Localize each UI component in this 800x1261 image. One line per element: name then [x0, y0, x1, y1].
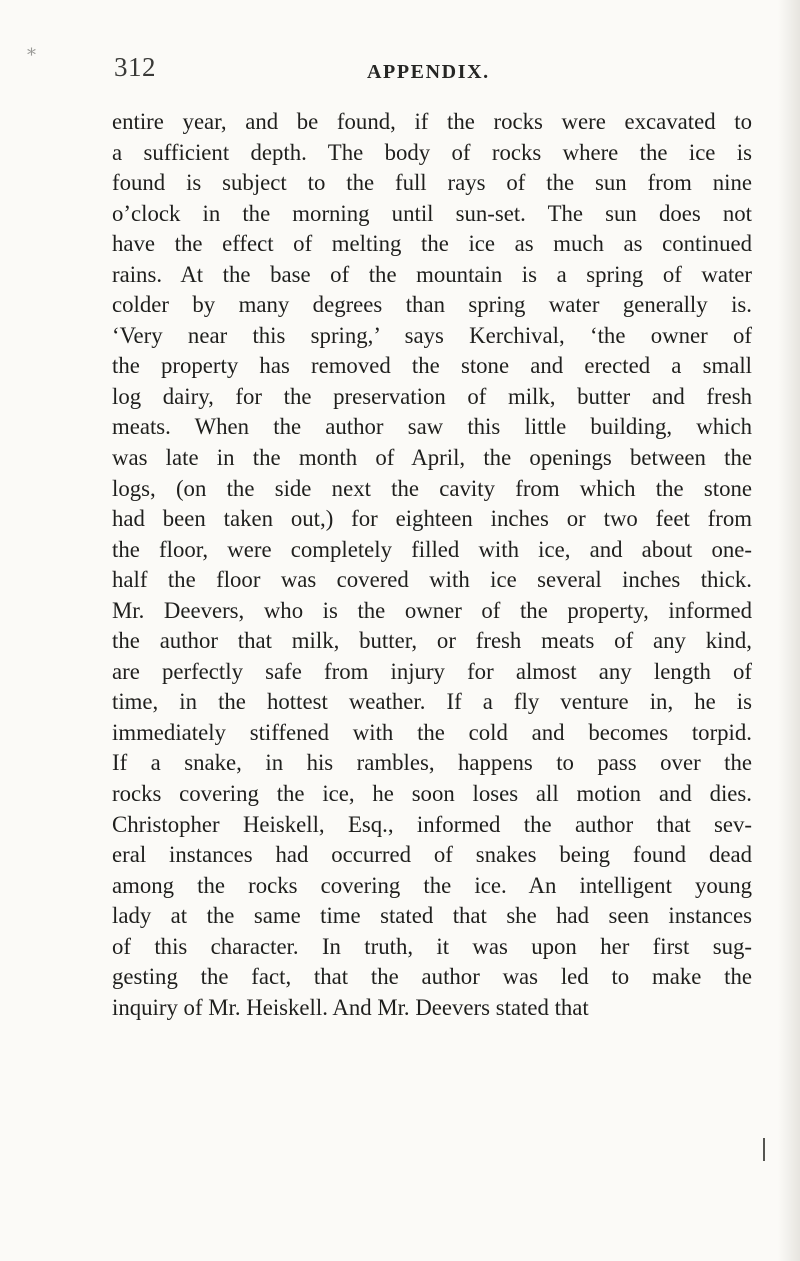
page-header: [114, 52, 754, 92]
text-line: the property has removed the stone and erected a small: [112, 353, 752, 379]
text-line: If a snake, in his rambles, happens to pass over the: [112, 750, 752, 776]
corner-mark: *: [27, 45, 36, 66]
text-line: Mr. Deevers, who is the owner of the property, informed: [112, 597, 752, 623]
text-line: was late in the month of April, the openings between the: [112, 445, 752, 471]
text-line: gesting the fact, that the author was led to make the: [112, 964, 752, 990]
text-line: of this character. In truth, it was upon her first sug-: [112, 933, 752, 959]
text-line: found is subject to the full rays of the sun from nine: [112, 170, 752, 196]
text-line: rains. At the base of the mountain is a spring of water: [112, 261, 752, 287]
text-line: the floor, were completely filled with ice, and about one-: [112, 536, 752, 562]
text-line: entire year, and be found, if the rocks were excavated to: [112, 109, 752, 134]
text-line: ‘Very near this spring,’ says Kerchival, ‘the owner of: [112, 322, 752, 348]
text-line: colder by many degrees than spring water generally is.: [112, 292, 752, 318]
margin-mark: [763, 1138, 765, 1161]
text-line: half the floor was covered with ice several inches thick.: [112, 567, 752, 593]
text-line: had been taken out,) for eighteen inches or two feet from: [112, 506, 752, 532]
text-line: eral instances had occurred of snakes being found dead: [112, 842, 752, 868]
text-line: lady at the same time stated that she had seen instances: [112, 903, 752, 929]
text-line: the author that milk, butter, or fresh meats of any kind,: [112, 628, 752, 654]
text-line: logs, (on the side next the cavity from which the stone: [112, 475, 752, 501]
binding-shadow: [778, 0, 800, 1261]
text-line: o’clock in the morning until sun-set. The sun does not: [112, 200, 752, 226]
text-line: have the effect of melting the ice as much as continued: [112, 231, 752, 257]
text-line: among the rocks covering the ice. An intelligent young: [112, 872, 752, 898]
running-head: APPENDIX.: [367, 61, 490, 83]
text-line: immediately stiffened with the cold and becomes torpid.: [112, 719, 752, 745]
text-line: rocks covering the ice, he soon loses all motion and dies.: [112, 781, 752, 807]
page-number: 312: [114, 52, 156, 82]
body-text: [112, 107, 752, 1187]
text-line: log dairy, for the preservation of milk, butter and fresh: [112, 383, 752, 409]
text-line: time, in the hottest weather. If a fly venture in, he is: [112, 689, 752, 715]
text-line: Christopher Heiskell, Esq., informed the author that sev-: [112, 811, 752, 837]
text-line: meats. When the author saw this little building, which: [112, 414, 752, 440]
text-line: inquiry of Mr. Heiskell. And Mr. Deevers stated that: [112, 994, 589, 1020]
text-line: are perfectly safe from injury for almost any length of: [112, 658, 752, 684]
text-line: a sufficient depth. The body of rocks where the ice is: [112, 139, 752, 165]
